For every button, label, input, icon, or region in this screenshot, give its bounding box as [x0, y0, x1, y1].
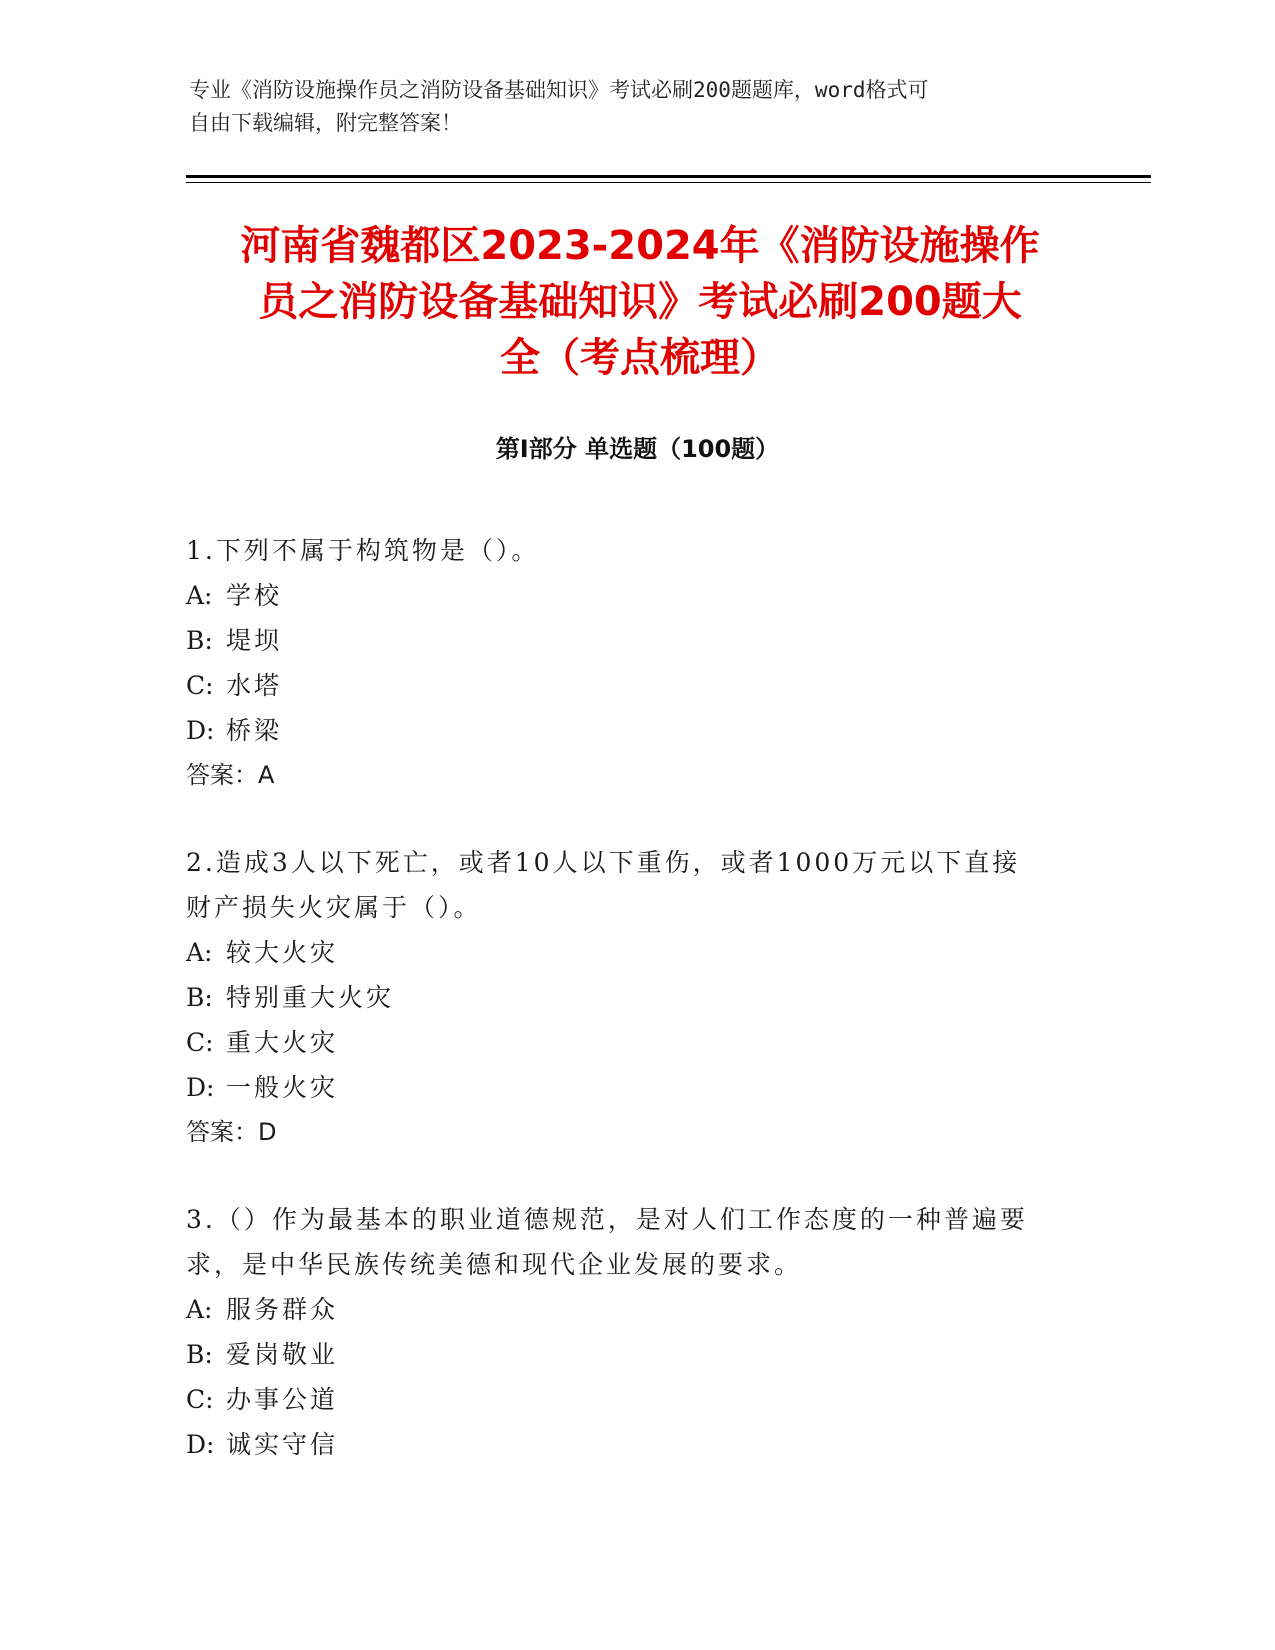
option-d	[186, 708, 1066, 753]
option-key: D:	[186, 1430, 215, 1459]
option-a	[186, 930, 1066, 975]
section-heading: 第Ⅰ部分 单选题（100题）	[495, 435, 780, 463]
option-b	[186, 975, 1066, 1020]
question-stem-continued: 求，是中华民族传统美德和现代企业发展的要求。	[186, 1250, 803, 1279]
header-note	[189, 74, 1069, 140]
option-text: 特别重大火灾	[226, 983, 395, 1012]
title-line: 河南省魏都区2023-2024年《消防设施操作	[240, 223, 1040, 269]
option-text: 服务群众	[226, 1295, 339, 1324]
option-b	[186, 618, 1066, 663]
option-b	[186, 1332, 1066, 1377]
option-d	[186, 1065, 1066, 1110]
option-text: 重大火灾	[226, 1028, 339, 1057]
option-a	[186, 1287, 1066, 1332]
question-stem: 1.下列不属于构筑物是（）。	[186, 536, 540, 565]
option-key: A:	[186, 938, 213, 967]
option-c	[186, 1377, 1066, 1422]
option-key: C:	[186, 1028, 214, 1057]
option-text: 桥梁	[226, 716, 283, 745]
header-divider-thick	[186, 175, 1151, 178]
question-item	[186, 1197, 1066, 1467]
answer-line: 答案：D	[186, 1118, 277, 1146]
option-c	[186, 1020, 1066, 1065]
header-note-line: 专业《消防设施操作员之消防设备基础知识》考试必刷200题题库，word格式可	[189, 78, 929, 102]
question-stem-continued: 财产损失火灾属于（）。	[186, 893, 482, 922]
question-item	[186, 840, 1066, 1155]
title-line: 员之消防设备基础知识》考试必刷200题大	[258, 279, 1022, 325]
option-key: A:	[186, 581, 213, 610]
option-text: 办事公道	[226, 1385, 339, 1414]
question-list	[186, 528, 1066, 1467]
option-key: B:	[186, 983, 213, 1012]
option-key: A:	[186, 1295, 213, 1324]
option-key: B:	[186, 1340, 213, 1369]
question-item	[186, 528, 1066, 798]
option-text: 诚实守信	[226, 1430, 339, 1459]
option-text: 学校	[226, 581, 283, 610]
option-d	[186, 1422, 1066, 1467]
option-text: 较大火灾	[226, 938, 339, 967]
option-text: 一般火灾	[226, 1073, 339, 1102]
option-text: 水塔	[226, 671, 283, 700]
option-text: 堤坝	[226, 626, 283, 655]
option-key: C:	[186, 671, 214, 700]
title-line: 全（考点梳理）	[500, 335, 780, 381]
header-divider-thin	[186, 182, 1151, 183]
option-key: C:	[186, 1385, 214, 1414]
answer-line: 答案：A	[186, 761, 275, 789]
option-a	[186, 573, 1066, 618]
option-key: D:	[186, 1073, 215, 1102]
question-stem: 2.造成3人以下死亡，或者10人以下重伤，或者1000万元以下直接	[186, 848, 1021, 877]
document-title	[160, 218, 1120, 386]
option-key: D:	[186, 716, 215, 745]
question-stem: 3.（）作为最基本的职业道德规范，是对人们工作态度的一种普遍要	[186, 1205, 1028, 1234]
option-c	[186, 663, 1066, 708]
option-text: 爱岗敬业	[226, 1340, 339, 1369]
option-key: B:	[186, 626, 213, 655]
header-note-line: 自由下载编辑，附完整答案！	[189, 111, 462, 135]
